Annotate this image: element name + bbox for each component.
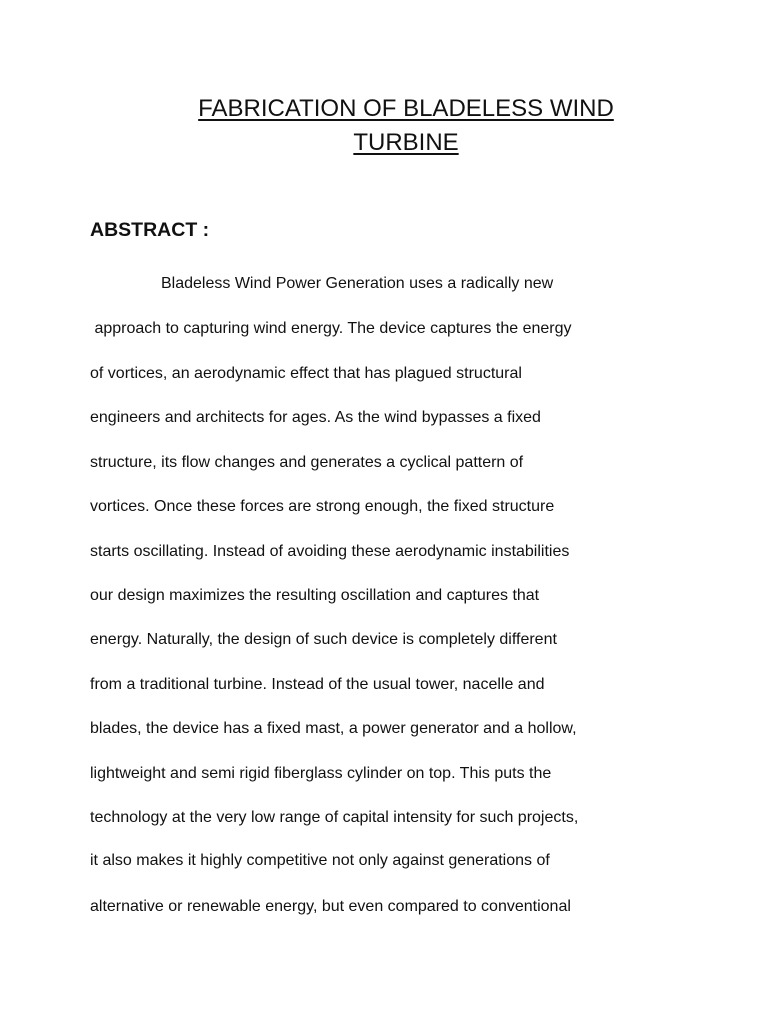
abstract-line: engineers and architects for ages. As the wind bypasses a fixed <box>90 409 541 426</box>
abstract-line: from a traditional turbine. Instead of the usual tower, nacelle and <box>90 676 545 693</box>
abstract-line: approach to capturing wind energy. The device captures the energy <box>90 320 572 337</box>
abstract-line: of vortices, an aerodynamic effect that has plagued structural <box>90 365 522 382</box>
abstract-line: our design maximizes the resulting oscillation and captures that <box>90 587 540 604</box>
abstract-line: lightweight and semi rigid fiberglass cylinder on top. This puts the <box>90 765 552 782</box>
document-title-line-2: TURBINE <box>353 129 459 156</box>
abstract-line: energy. Naturally, the design of such device is completely different <box>90 631 557 648</box>
abstract-line: Bladeless Wind Power Generation uses a radically new <box>161 275 554 292</box>
abstract-line: alternative or renewable energy, but even compared to conventional <box>90 898 571 915</box>
abstract-line: structure, its flow changes and generates a cyclical pattern of <box>90 454 524 471</box>
abstract-line: vortices. Once these forces are strong enough, the fixed structure <box>90 498 555 515</box>
abstract-line: technology at the very low range of capital intensity for such projects, <box>90 809 579 826</box>
abstract-line: it also makes it highly competitive not only against generations of <box>90 852 550 869</box>
document-title-line-1: FABRICATION OF BLADELESS WIND <box>198 95 614 122</box>
abstract-line: starts oscillating. Instead of avoiding these aerodynamic instabilities <box>90 543 570 560</box>
abstract-line: blades, the device has a fixed mast, a power generator and a hollow, <box>90 720 577 737</box>
section-heading-abstract: ABSTRACT : <box>90 219 210 241</box>
